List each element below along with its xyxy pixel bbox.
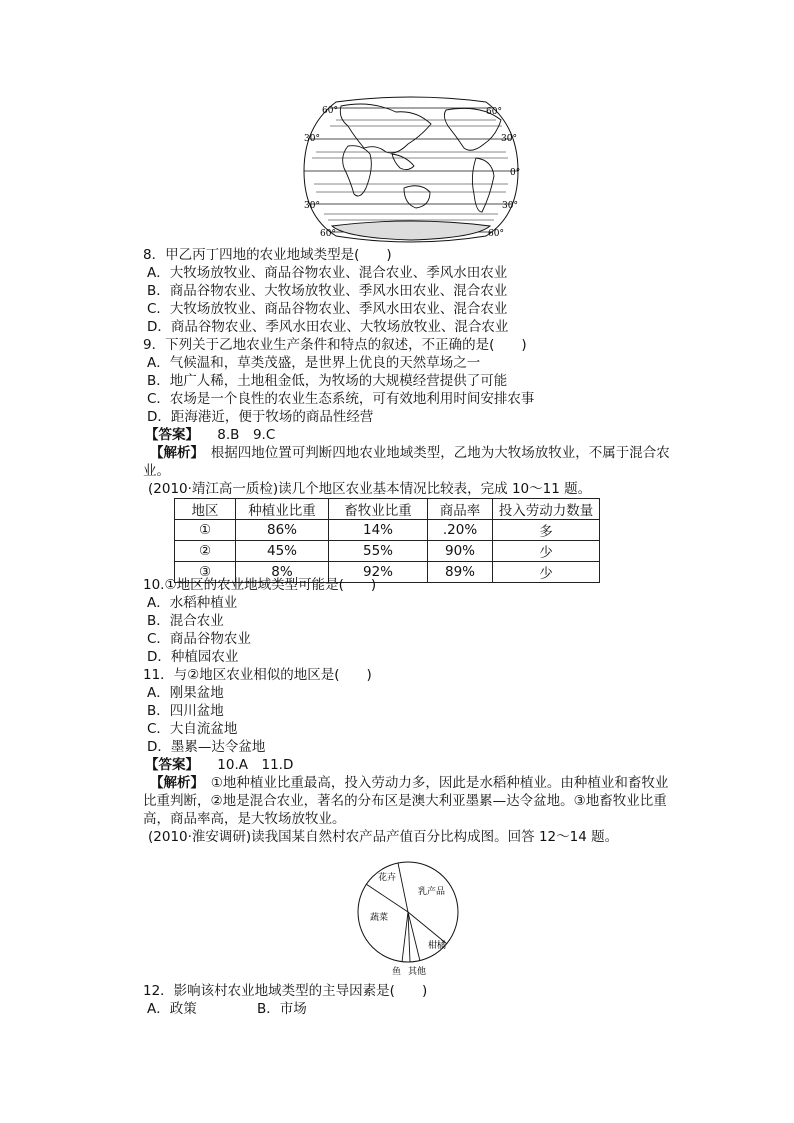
pie-label-other: 其他 — [408, 967, 427, 977]
q10-stem: 10.①地区的农业地域类型可能是( ) — [143, 577, 377, 593]
antarctica-shape — [332, 221, 490, 240]
q8-option-c: C．大牧场放牧业、商品谷物农业、季风水田农业、混合农业 — [147, 301, 508, 317]
lat-label-right-0: 0° — [510, 168, 521, 178]
table-cell: ③ — [175, 562, 236, 583]
table-cell: 89% — [428, 562, 493, 583]
table-row — [175, 520, 600, 541]
explanation-label: 【解析】 — [150, 775, 198, 791]
lat-label-right-30s: 30° — [502, 201, 518, 211]
table-cell: 55% — [329, 541, 428, 562]
q10-option-b: B．混合农业 — [147, 613, 224, 629]
q9-option-a: A．气候温和，草类茂盛，是世界上优良的天然草场之一 — [147, 355, 481, 371]
lat-label-left-60s: 60° — [320, 229, 336, 239]
table-header-cell: 商品率 — [428, 499, 493, 520]
q9-option-b: B．地广人稀，土地租金低，为牧场的大规模经营提供了可能 — [147, 373, 508, 389]
table-header-cell: 种植业比重 — [236, 499, 329, 520]
explanation-8-9 — [143, 444, 681, 480]
pie-label-citrus: 柑橘 — [428, 941, 447, 951]
lat-label-right-60s: 60° — [488, 229, 504, 239]
pie-label-dairy: 乳产品 — [418, 887, 446, 897]
answer-label: 【答案】 — [145, 427, 199, 443]
q8-stem: 8．甲乙丙丁四地的农业地域类型是( ) — [143, 247, 392, 263]
answer-10-11 — [145, 756, 293, 774]
q8-option-b: B．商品谷物农业、大牧场放牧业、季风水田农业、混合农业 — [147, 283, 508, 299]
pie-divider — [366, 884, 408, 912]
q11-option-d: D．墨累—达令盆地 — [147, 739, 266, 755]
pie-divider — [398, 863, 408, 912]
pie-figure — [352, 854, 472, 978]
table-cell: 92% — [329, 562, 428, 583]
answer-8-9 — [145, 426, 275, 444]
table-cell: 少 — [493, 541, 600, 562]
table-cell: .20% — [428, 520, 493, 541]
agriculture-comparison-table — [174, 498, 600, 583]
pie-divider — [402, 912, 408, 962]
table-cell: 8% — [236, 562, 329, 583]
q12-options — [147, 1000, 307, 1018]
answer-text: 10.A 11.D — [217, 757, 294, 773]
lat-label-left-60n: 60° — [322, 106, 338, 116]
explanation-label: 【解析】 — [150, 445, 198, 461]
lat-label-left-30n: 30° — [304, 134, 320, 144]
southeast-asia-shape — [392, 154, 414, 170]
table-header-cell: 地区 — [175, 499, 236, 520]
lat-label-right-60n: 60° — [486, 107, 502, 117]
table-cell: ② — [175, 541, 236, 562]
q12-option-b: B．市场 — [257, 1001, 307, 1017]
table-row — [175, 541, 600, 562]
table-cell: 45% — [236, 541, 329, 562]
answer-text: 8.B 9.C — [217, 427, 276, 443]
table-cell: 14% — [329, 520, 428, 541]
intro-q12-14: (2010·淮安调研)读我国某自然村农产品产值百分比构成图。回答 12～14 题。 — [148, 829, 619, 845]
intro-q10-11: (2010·靖江高一质检)读几个地区农业基本情况比较表，完成 10～11 题。 — [148, 481, 592, 497]
q10-option-c: C．商品谷物农业 — [147, 631, 251, 647]
pie-label-fish: 鱼 — [392, 967, 402, 977]
explanation-text: 根据四地位置可判断四地农业地域类型，乙地为大牧场放牧业，不属于混合农业。 — [143, 445, 670, 479]
q11-option-a: A．刚果盆地 — [147, 685, 224, 701]
answer-label: 【答案】 — [145, 757, 199, 773]
table-cell: 少 — [493, 562, 600, 583]
table-header-cell: 投入劳动力数量 — [493, 499, 600, 520]
explanation-text: ①地种植业比重最高，投入劳动力多，因此是水稻种植业。由种植业和畜牧业比重判断，②地是混合农业，著名的分布区是澳大利亚墨累—达令盆地。③地畜牧业比重高，商品率高，是大牧场放牧业。 — [143, 775, 669, 827]
q9-option-d: D．距海港近，便于牧场的商品性经营 — [147, 409, 374, 425]
q11-option-c: C．大自流盆地 — [147, 721, 238, 737]
q10-option-a: A．水稻种植业 — [147, 595, 238, 611]
landmasses — [332, 104, 501, 240]
table-cell: ① — [175, 520, 236, 541]
q9-stem: 9．下列关于乙地农业生产条件和特点的叙述，不正确的是( ) — [143, 337, 527, 353]
pie-label-flowers: 花卉 — [378, 873, 397, 883]
q8-option-a: A．大牧场放牧业、商品谷物农业、混合农业、季风水田农业 — [147, 265, 508, 281]
q12-option-a: A．政策 — [147, 1001, 197, 1017]
lat-label-right-30n: 30° — [501, 134, 517, 144]
q10-option-d: D．种植园农业 — [147, 649, 239, 665]
lat-label-left-30s: 30° — [304, 201, 320, 211]
world-map-figure — [296, 96, 526, 246]
table-cell: 86% — [236, 520, 329, 541]
table-cell: 90% — [428, 541, 493, 562]
q11-stem: 11．与②地区农业相似的地区是( ) — [143, 667, 372, 683]
australia-shape — [404, 186, 430, 208]
pie-label-vegetables: 蔬菜 — [370, 913, 389, 923]
q11-option-b: B．四川盆地 — [147, 703, 224, 719]
q9-option-c: C．农场是一个良性的农业生态系统，可有效地利用时间安排农事 — [147, 391, 535, 407]
q8-option-d: D．商品谷物农业、季风水田农业、大牧场放牧业、混合农业 — [147, 319, 509, 335]
q12-stem: 12．影响该村农业地域类型的主导因素是( ) — [143, 983, 428, 999]
table-header-cell: 畜牧业比重 — [329, 499, 428, 520]
table-cell: 多 — [493, 520, 600, 541]
explanation-10-11 — [143, 774, 681, 828]
table-header-row — [175, 499, 600, 520]
pie-divider — [408, 912, 447, 944]
